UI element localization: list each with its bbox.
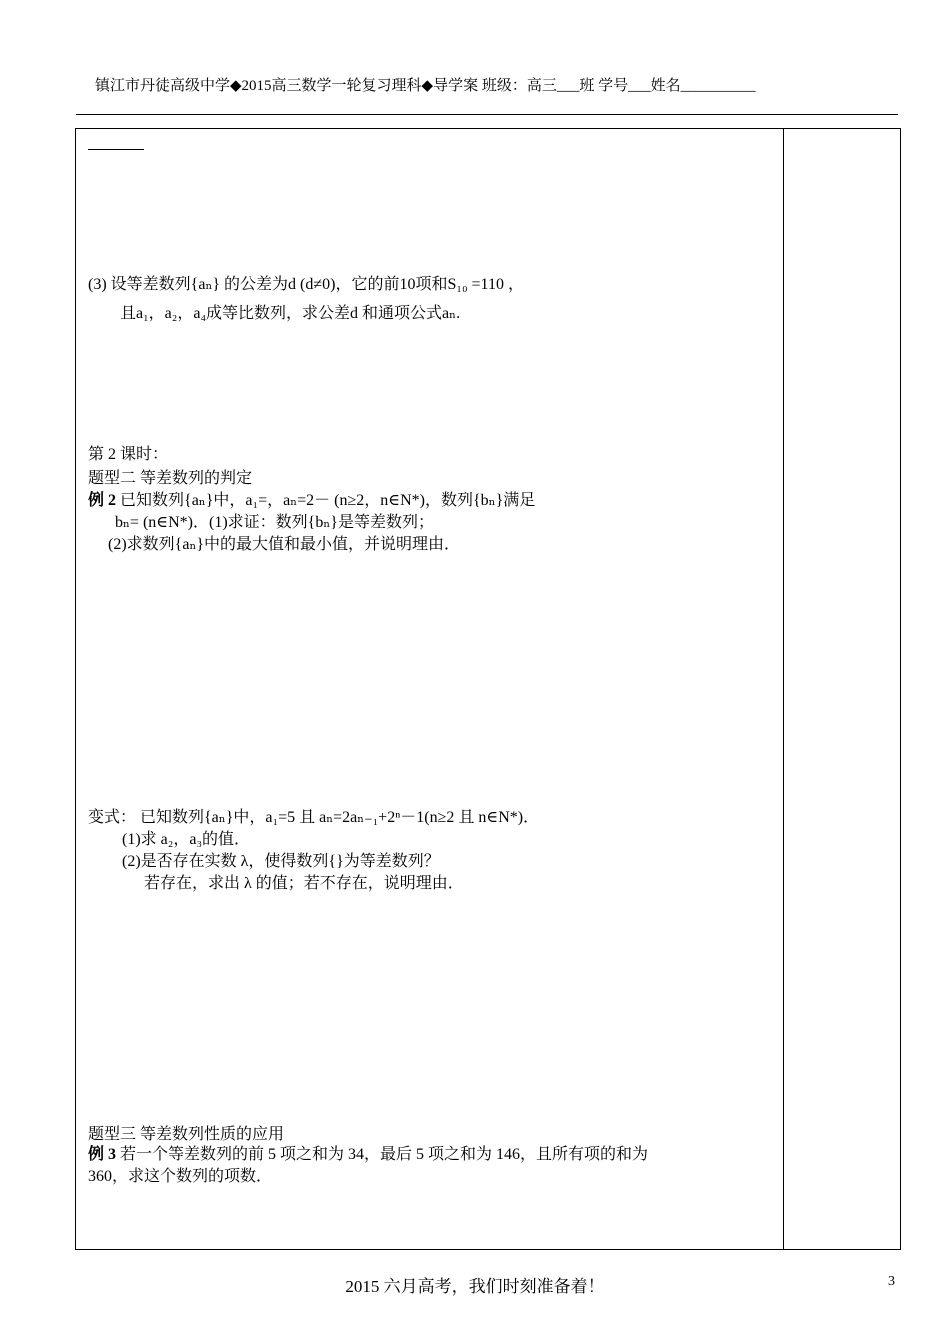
page-header: 镇江市丹徒高级中学◆2015高三数学一轮复习理科◆导学案 班级：高三___班 学号___姓名__________ <box>95 78 756 94</box>
example2-line2: bₙ= (n∈N*)．(1)求证：数列{bₙ}是等差数列； <box>115 514 434 531</box>
header-rule <box>76 114 898 115</box>
example2-line3: (2)求数列{aₙ}中的最大值和最小值，并说明理由． <box>108 536 461 553</box>
variant-line1: 变式： 已知数列{aₙ}中，a₁=5 且 aₙ=2aₙ₋₁+2ⁿ－1(n≥2 且 n∈N*)． <box>88 809 540 826</box>
example2-label: 例 2 <box>88 492 117 509</box>
example3-line1 <box>88 1145 648 1165</box>
notes-column-divider <box>783 128 784 1250</box>
variant-line4: 若存在，求出 λ 的值；若不存在，说明理由． <box>144 875 464 892</box>
lesson2-title: 第 2 课时： <box>88 446 169 463</box>
variant-line2: (1)求 a₂，a₃的值． <box>122 831 251 848</box>
page-footer: 2015 六月高考，我们时刻准备着！ <box>345 1277 605 1296</box>
example2-line1 <box>88 491 535 511</box>
content-frame <box>75 128 901 1250</box>
example3-label: 例 3 <box>88 1146 117 1163</box>
page-number: 3 <box>888 1274 895 1289</box>
answer-blank-line <box>88 149 144 150</box>
variant-line3: (2)是否存在实数 λ，使得数列{}为等差数列？ <box>122 853 440 870</box>
type3-title: 题型三 等差数列性质的应用 <box>88 1126 285 1143</box>
example3-text: 若一个等差数列的前 5 项之和为 34，最后 5 项之和为 146，且所有项的和为 <box>116 1146 649 1163</box>
problem3-line2: 且a₁，a₂，a₄成等比数列，求公差d 和通项公式aₙ. <box>120 305 461 322</box>
example2-text: 已知数列{aₙ}中，a₁=，aₙ=2－ (n≥2，n∈N*)，数列{bₙ}满足 <box>116 492 536 509</box>
problem3-line1: (3) 设等差数列{aₙ} 的公差为d (d≠0)，它的前10项和S₁₀ =110 ， <box>88 276 524 293</box>
type2-title: 题型二 等差数列的判定 <box>88 470 253 487</box>
example3-line2: 360，求这个数列的项数． <box>88 1168 273 1185</box>
